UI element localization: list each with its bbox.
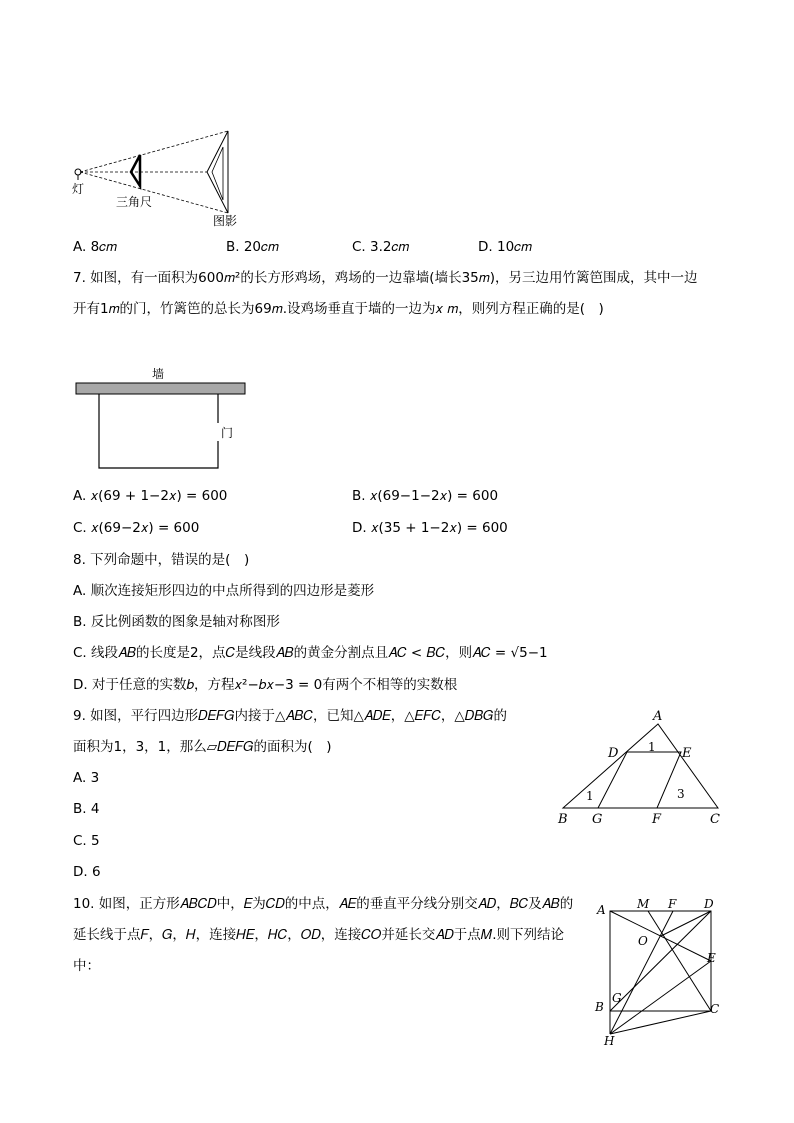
label-F: F (668, 897, 677, 911)
q10-stem-line2: 延长线于点𝐹，𝐺，𝐻，连接𝐻𝐸，𝐻𝐶，𝑂𝐷，连接𝐶𝑂并延长交𝐴𝐷于点𝑀.则下列结论 (73, 927, 565, 943)
q7-option-d: D. 𝑥(35 + 1−2𝑥) = 600 (352, 520, 508, 536)
q7-stem-line1: 7. 如图，有一面积为600𝑚²的长方形鸡场，鸡场的一边靠墙(墙长35𝑚)，另三边用竹篱笆围成，其中一边 (73, 270, 698, 286)
q6-option-b: B. 20𝑐𝑚 (226, 239, 279, 255)
q9-option-c: C. 5 (73, 833, 100, 849)
q9-stem-line2: 面积为1，3，1，那么▱𝐷𝐸𝐹𝐺的面积为( ) (73, 739, 332, 755)
q8-option-b: B. 反比例函数的图象是轴对称图形 (73, 614, 280, 630)
q7-option-b: B. 𝑥(69−1−2𝑥) = 600 (352, 488, 499, 504)
label-G: G (612, 991, 622, 1005)
lamp-projection-figure (60, 122, 260, 234)
q7-stem-line2: 开有1𝑚的门，竹篱笆的总长为69𝑚.设鸡场垂直于墙的一边为𝑥 𝑚，则列方程正确的是( ) (73, 301, 604, 317)
label-B: B (558, 812, 568, 827)
q9-option-a: A. 3 (73, 770, 100, 786)
q8-stem: 8. 下列命题中，错误的是( ) (73, 552, 250, 568)
label-C: C (710, 1002, 720, 1016)
lamp-label: 灯 (72, 182, 85, 196)
q7-option-c: C. 𝑥(69−2𝑥) = 600 (73, 520, 200, 536)
q10-stem-line1: 10. 如图，正方形𝐴𝐵𝐶𝐷中，𝐸为𝐶𝐷的中点，𝐴𝐸的垂直平分线分别交𝐴𝐷，𝐵𝐶及𝐴𝐵的 (73, 896, 574, 912)
label-E: E (682, 746, 692, 761)
q6-option-a: A. 8𝑐𝑚 (73, 239, 117, 255)
area-label-left: 1 (586, 789, 594, 803)
q9-option-d: D. 6 (73, 864, 101, 880)
door-label: 门 (221, 426, 234, 440)
shadow-label: 图影 (213, 214, 238, 228)
q10-stem-line3: 中： (73, 958, 100, 974)
q8-option-c: C. 线段𝐴𝐵的长度是2，点𝐶是线段𝐴𝐵的黄金分割点且𝐴𝐶 < 𝐵𝐶，则𝐴𝐶 = √5−1 (73, 645, 548, 661)
shadow-triangle-shape (207, 131, 228, 213)
area-label-right: 3 (677, 787, 685, 801)
label-F: F (652, 812, 662, 827)
q9-option-b: B. 4 (73, 801, 100, 817)
area-label-top: 1 (648, 740, 656, 754)
q6-option-d: D. 10𝑐𝑚 (478, 239, 532, 255)
label-G: G (592, 812, 603, 827)
label-M: M (637, 897, 650, 911)
label-A: A (653, 709, 663, 724)
parallelogram-triangle-figure (552, 705, 732, 830)
q8-option-a: A. 顺次连接矩形四边的中点所得到的四边形是菱形 (73, 583, 375, 599)
label-B: B (595, 1000, 604, 1014)
q6-option-c: C. 3.2𝑐𝑚 (352, 239, 410, 255)
label-D: D (608, 746, 619, 761)
label-O: O (638, 934, 648, 948)
label-E: E (707, 951, 716, 965)
q7-option-a: A. 𝑥(69 + 1−2𝑥) = 600 (73, 488, 228, 504)
label-D: D (704, 897, 714, 911)
square-abcd-figure (590, 892, 725, 1047)
ruler-label: 三角尺 (116, 195, 153, 209)
triangle-ruler-shape (131, 155, 140, 186)
label-C: C (710, 812, 720, 827)
q8-option-d: D. 对于任意的实数𝑏，方程𝑥²−𝑏𝑥−3 = 0有两个不相等的实数根 (73, 677, 458, 693)
wall-label: 墙 (152, 367, 165, 381)
label-A: A (597, 903, 606, 917)
label-H: H (604, 1034, 615, 1047)
wall-shape (76, 383, 245, 394)
q9-stem-line1: 9. 如图，平行四边形𝐷𝐸𝐹𝐺内接于△𝐴𝐵𝐶，已知△𝐴𝐷𝐸，△𝐸𝐹𝐶，△𝐷𝐵𝐺的 (73, 708, 507, 724)
chicken-farm-figure (70, 362, 255, 472)
